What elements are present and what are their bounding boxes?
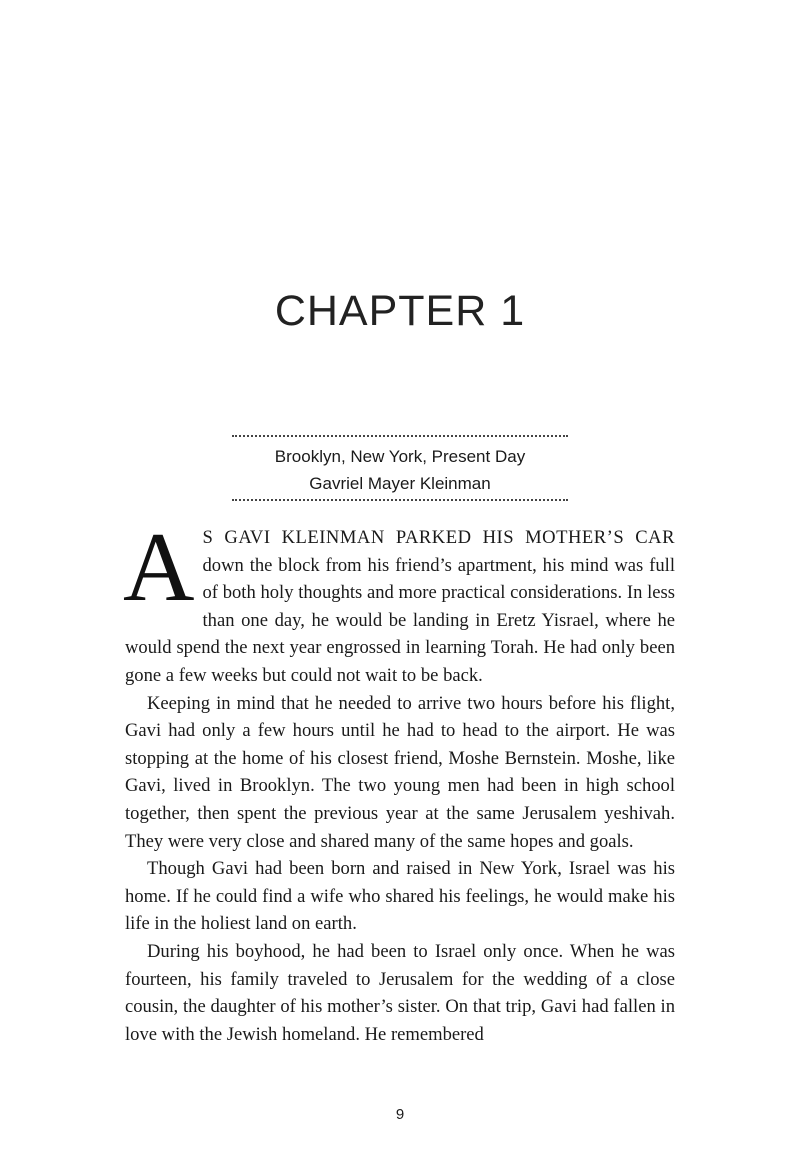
body-text — [123, 513, 675, 1048]
dotted-rule-bottom — [232, 499, 568, 501]
character-subheading: Gavriel Mayer Kleinman — [309, 474, 491, 493]
paragraph-1-text: down the block from his friend’s apartment, his mind was full of both holy thoughts and more practical considerations. In less than one day, he would be landing in Eretz Yisrael, where he would spend the next year engrossed in learning Torah. He had only been gone a few weeks but could not wait to be back. — [125, 554, 675, 686]
drop-cap: A — [123, 513, 195, 622]
paragraph-1 — [123, 513, 675, 690]
dotted-rule-top — [232, 435, 568, 437]
location-subheading: Brooklyn, New York, Present Day — [274, 447, 526, 466]
paragraph-2: Keeping in mind that he needed to arrive two hours before his flight, Gavi had only a few hours until he had to head to the airport. He was stopping at the home of his closest friend, Moshe Bernstein. Moshe, like Gavi, lived in Brooklyn. The two young men had been in high school together, then spent the previous year at the same Jerusalem yeshivah. They were very close and shared many of the same hopes and goals. — [125, 692, 675, 852]
chapter-title: CHAPTER 1 — [274, 286, 526, 335]
paragraph-4: During his boyhood, he had been to Israel only once. When he was fourteen, his family traveled to Jerusalem for the wedding of a close cousin, the daughter of his mother’s sister. On that trip, Gavi had fallen in love with the Jewish homeland. He remembered — [125, 940, 675, 1045]
opening-caps: S GAVI KLEINMAN PARKED HIS MOTHER’S CAR — [202, 527, 675, 548]
paragraph-3: Though Gavi had been born and raised in New York, Israel was his home. If he could find a wife who shared his feelings, he would make his life in the holiest land on earth. — [125, 858, 675, 935]
page-number: 9 — [395, 1106, 405, 1123]
